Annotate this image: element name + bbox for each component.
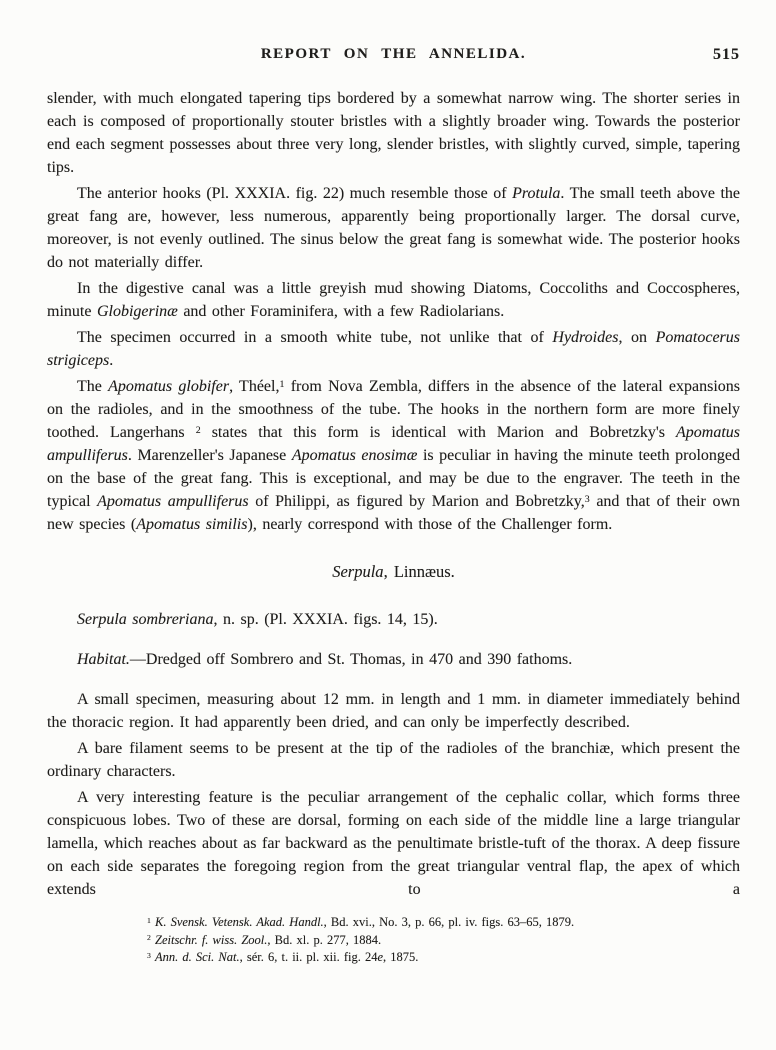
footnotes-block <box>47 914 740 967</box>
species-name-line: Serpula sombreriana, n. sp. (Pl. XXXIA. figs. 14, 15). <box>77 611 438 628</box>
paragraph-cephalic-collar: A very interesting feature is the peculiar arrangement of the cephalic collar, which forms three conspicuous lobes. Two of these are dorsal, forming on each side of the middle line a large triangular lamella, which reaches about as far backward as the penultimate bristle-tuft of the thorax. A deep fissure on each side separates the foregoing region from the great triangular ventral flap, the apex of which extends to a <box>47 789 740 898</box>
running-head <box>47 46 740 64</box>
footnote-2: $^2$ Zeitschr. f. wiss. Zool., Bd. xl. p. 277, 1884. <box>147 932 382 947</box>
paragraph-continuation: slender, with much elongated tapering tips bordered by a somewhat narrow wing. The shorter series in each is composed of proportionally stouter bristles with a slightly broader wing. Towards the posterior end each segment possesses about three very long, slender bristles, with slightly curved, simple, tapering tips. <box>47 90 740 176</box>
footnote-3: $^3$ Ann. d. Sci. Nat., sér. 6, t. ii. pl. xii. fig. 24e, 1875. <box>147 950 419 964</box>
section-heading-serpula: Serpula, Linnæus. <box>332 562 455 581</box>
paragraph-bare-filament: A bare filament seems to be present at the tip of the radioles of the branchiæ, which present the ordinary characters. <box>47 740 740 780</box>
paragraph-apomatus-globifer: The Apomatus globifer, Théel,$^1$ from Nova Zembla, differs in the absence of the lateral expansions on the radioles, and in the smoothness of the tube. The hooks in the northern form are more finely toothed. Langerhans $^2$ states that this form is identical with Marion and Bobretzky's Apomatus ampulliferus. Marenzeller's Japanese Apomatus enosimæ is peculiar in having the minute teeth prolonged on the base of the great fang. This is exceptional, and may be due to the engraver. The teeth in the typical Apomatus ampulliferus of Philippi, as figured by Marion and Bobretzky,$^3$ and that of their own new species (Apomatus similis), nearly correspond with those of the Challenger form. <box>47 378 741 533</box>
habitat-line: Habitat.—Dredged off Sombrero and St. Thomas, in 470 and 390 fathoms. <box>77 651 573 668</box>
page-number: 515 <box>713 46 740 63</box>
running-head-title: REPORT ON THE ANNELIDA. <box>260 46 527 62</box>
paragraph-specimen-tube: The specimen occurred in a smooth white tube, not unlike that of Hydroides, on Pomatocerus strigiceps. <box>47 329 740 369</box>
paragraph-anterior-hooks: The anterior hooks (Pl. XXXIA. fig. 22) much resemble those of Protula. The small teeth above the great fang are, however, less numerous, apparently being proportionally larger. The dorsal curve, moreover, is not evenly outlined. The sinus below the great fang is somewhat wide. The posterior hooks do not materially differ. <box>47 185 740 271</box>
footnote-1: $^1$ K. Svensk. Vetensk. Akad. Handl., Bd. xvi., No. 3, p. 66, pl. iv. figs. 63–65, 1879. <box>147 915 575 929</box>
paragraph-small-specimen: A small specimen, measuring about 12 mm. in length and 1 mm. in diameter immediately behind the thoracic region. It had apparently been dried, and can only be imperfectly described. <box>47 691 740 731</box>
page-body <box>47 87 740 967</box>
paragraph-digestive-canal: In the digestive canal was a little greyish mud showing Diatoms, Coccoliths and Coccospheres, minute Globigerinæ and other Foraminifera, with a few Radiolarians. <box>47 280 740 320</box>
